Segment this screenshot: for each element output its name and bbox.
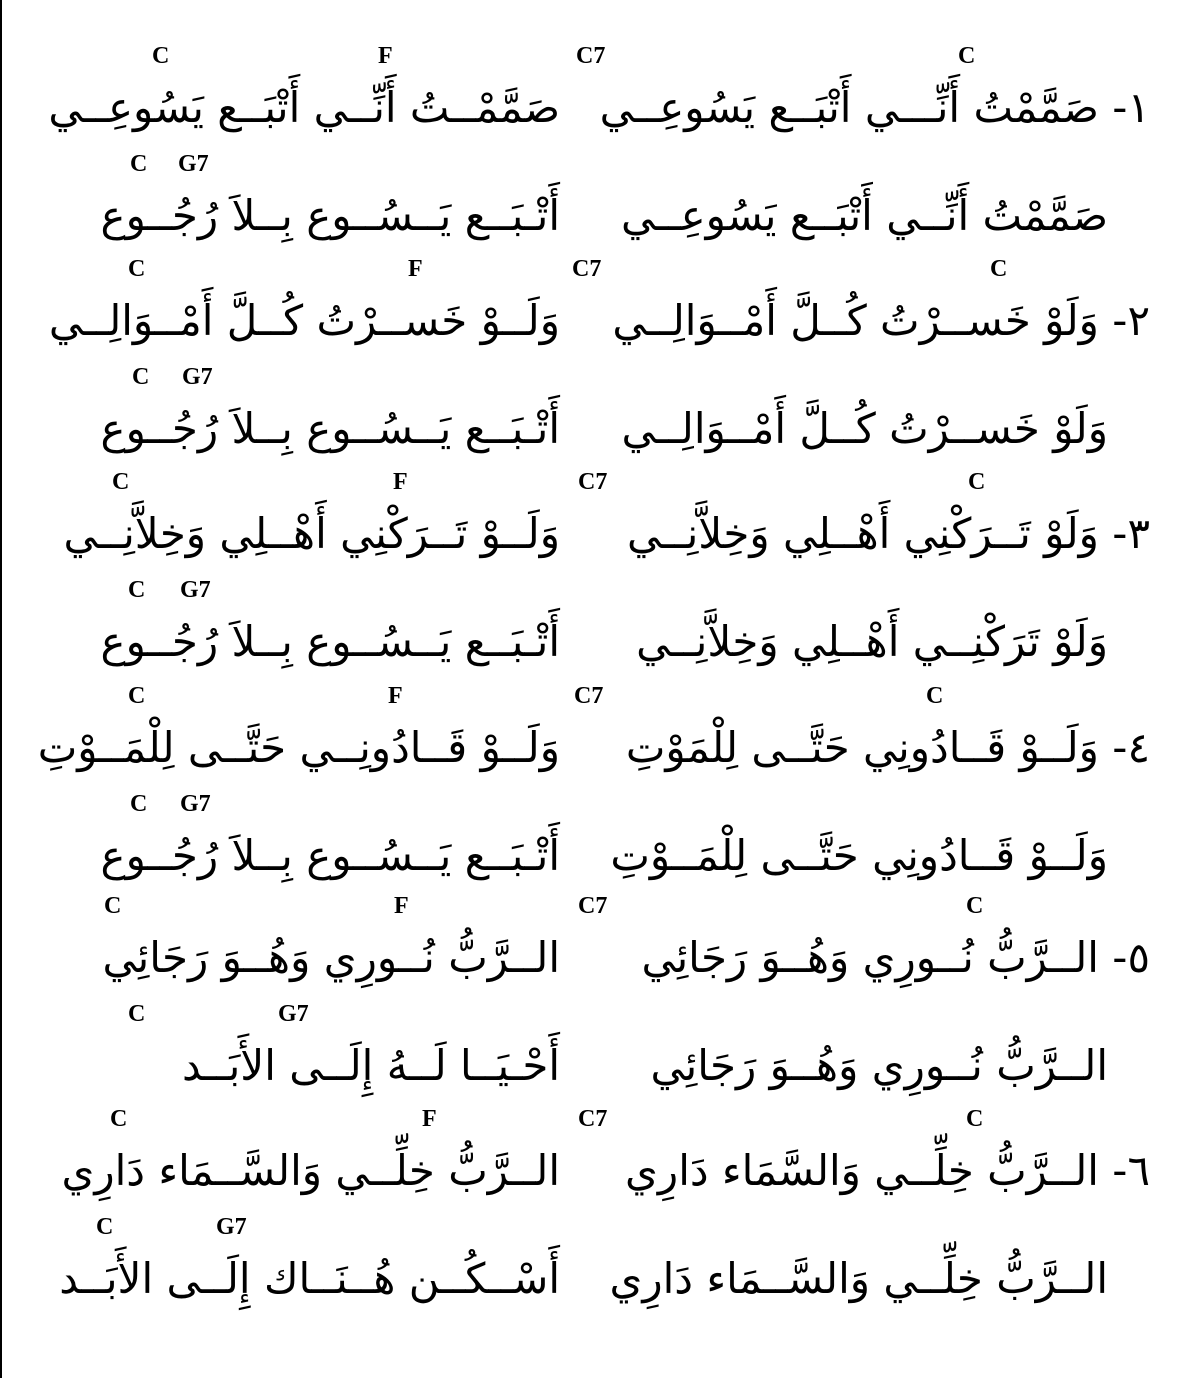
chord-label: C7 <box>574 683 604 709</box>
lyric-line: أَسْــكُــن هُــنَــاك إِلَــى الأَبَــد <box>59 1254 560 1303</box>
lyric-line: وَلَــوْ خَســرْتُ كُــلَّ أَمْــوَالِــي <box>48 296 560 345</box>
chord-label: C <box>128 256 146 282</box>
lyric-line: صَمَّمْتُ أَنِّــي أَتْبَــع يَسُوعِــي <box>620 191 1108 240</box>
chord-label: C <box>96 1214 114 1240</box>
chord-label: F <box>408 256 423 282</box>
lyric-line: ١- صَمَّمْتُ أَنِّـــي أَتْبَــع يَسُوعِــي <box>599 83 1150 132</box>
lyric-line: أَتْـبَــع يَــسُــوع بِــلاَ رُجُــوع <box>100 191 560 240</box>
chord-label: G7 <box>278 1001 309 1027</box>
lyric-line: الــرَّبُّ نُــورِي وَهُــوَ رَجَائِي <box>650 1041 1108 1090</box>
chord-label: F <box>393 469 408 495</box>
chord-label: G7 <box>182 364 213 390</box>
lyric-line: ٥- الــرَّبُّ نُــورِي وَهُــوَ رَجَائِي <box>641 933 1150 982</box>
chord-label: G7 <box>178 151 209 177</box>
lyric-line: الــرَّبُّ نُــورِي وَهُــوَ رَجَائِي <box>102 933 560 982</box>
lyric-line: وَلَــوْ قَــادُونِي حَتَّــى لِلْمَــوْتِ <box>610 831 1108 880</box>
chord-label: C7 <box>578 469 608 495</box>
chord-label: C <box>132 364 150 390</box>
lyric-line: وَلَوْ تَرَكْنِــي أَهْــلِي وَخِلاَّنِــي <box>636 617 1108 666</box>
chord-label: C <box>958 43 976 69</box>
lyric-line: صَمَّمْــتُ أَنِّــي أَتْبَــع يَسُوعِــي <box>48 83 560 132</box>
chord-label: F <box>388 683 403 709</box>
chord-label: F <box>422 1106 437 1132</box>
chord-label: C <box>128 577 146 603</box>
lyric-line: ٦- الــرَّبُّ خِلِّــي وَالسَّمَاء دَارِي <box>625 1146 1150 1195</box>
chord-label: C <box>104 893 122 919</box>
chord-label: C <box>968 469 986 495</box>
chord-label: F <box>378 43 393 69</box>
chord-label: C <box>966 893 984 919</box>
chord-label: F <box>394 893 409 919</box>
chord-label: C7 <box>576 43 606 69</box>
lyric-line: وَلَوْ خَســرْتُ كُــلَّ أَمْــوَالِــي <box>621 404 1108 453</box>
lyric-line: ٢- وَلَوْ خَســرْتُ كُــلَّ أَمْــوَالِــي <box>612 296 1150 345</box>
page-border <box>0 0 2 1378</box>
chord-label: C <box>130 151 148 177</box>
lyric-line: أَتْـبَــع يَــسُــوع بِــلاَ رُجُــوع <box>100 617 560 666</box>
lyric-line: وَلَــوْ قَــادُونِــي حَتَّــى لِلْمَــوْتِ <box>37 723 560 772</box>
lyric-line: أَتْـبَــع يَــسُــوع بِــلاَ رُجُــوع <box>100 404 560 453</box>
chord-label: C <box>926 683 944 709</box>
chord-label: C7 <box>578 893 608 919</box>
lyric-line: الــرَّبُّ خِلِّــي وَالسَّــمَاء دَارِي <box>61 1146 560 1195</box>
lyric-line: أَحْـيَــا لَــهُ إِلَــى الأَبَــد <box>181 1041 560 1090</box>
lyric-line: وَلَــوْ تَــرَكْنِي أَهْــلِي وَخِلاَّنِــي <box>63 509 560 558</box>
chord-label: C <box>128 1001 146 1027</box>
lyric-line: ٤- وَلَــوْ قَــادُونِي حَتَّــى لِلْمَوْتِ <box>625 723 1150 772</box>
lyric-line: أَتْـبَــع يَــسُــوع بِــلاَ رُجُــوع <box>100 831 560 880</box>
chord-label: G7 <box>180 577 211 603</box>
chord-label: C <box>128 683 146 709</box>
chord-label: G7 <box>180 791 211 817</box>
lyric-line: الــرَّبُّ خِلِّــي وَالسَّــمَاء دَارِي <box>609 1254 1108 1303</box>
chord-label: C7 <box>572 256 602 282</box>
chord-label: C7 <box>578 1106 608 1132</box>
lyric-line: ٣- وَلَوْ تَــرَكْنِي أَهْــلِي وَخِلاَّنِــي <box>627 509 1150 558</box>
chord-label: G7 <box>216 1214 247 1240</box>
chord-label: C <box>990 256 1008 282</box>
chord-label: C <box>112 469 130 495</box>
chord-label: C <box>966 1106 984 1132</box>
chord-label: C <box>130 791 148 817</box>
chord-label: C <box>110 1106 128 1132</box>
chord-label: C <box>152 43 170 69</box>
